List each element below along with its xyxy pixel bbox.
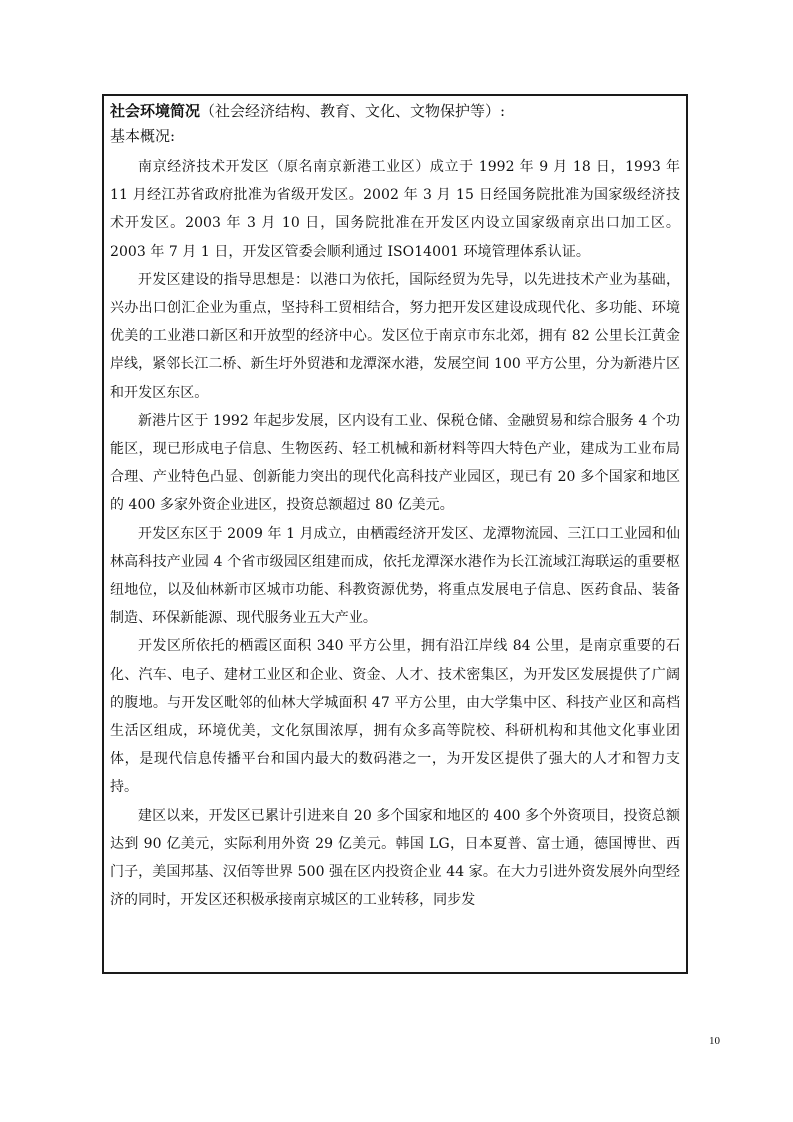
page-number: 10 [709,1035,720,1047]
paragraph-east-zone: 开发区东区于 2009 年 1 月成立，由栖霞经济开发区、龙潭物流园、三江口工业园和仙林高科技产业园 4 个省市级园区组建而成，依托龙潭深水港作为长江流域江海联运的重要枢纽地位，以及仙林新市区城市功能、科教资源优势，将重点发展电子信息、医药食品、装备制造、环保新能源、现代服务业五大产业。 [110,525,680,627]
content-frame [102,94,688,974]
paragraph-qixia-district: 开发区所依托的栖霞区面积 340 平方公里，拥有沿江岸线 84 公里，是南京重要的石化、汽车、电子、建材工业区和企业、资金、人才、技术密集区，为开发区发展提供了广阔的腹地。与开发区毗邻的仙林大学城面积 47 平方公里，由大学集中区、科技产业区和高档生活区组成，环境优美，文化氛围浓厚，拥有众多高等院校、科研机构和其他文化事业团体，是现代信息传播平台和国内最大的数码港之一，为开发区提供了强大的人才和智力支持。 [110,638,680,796]
overview-label: 基本概况: [110,127,176,145]
section-title: 社会环境简况 [110,102,201,120]
paragraph-xingang-zone: 新港片区于 1992 年起步发展，区内设有工业、保税仓储、金融贸易和综合服务 4 个功能区，现已形成电子信息、生物医药、轻工机械和新材料等四大特色产业，建成为工业布局合理、产业特色凸显、创新能力突出的现代化高科技产业园区，现已有 20 多个国家和地区的 400 多家外资企业进区，投资总额超过 80 亿美元。 [110,412,680,514]
section-subtitle: （社会经济结构、教育、文化、文物保护等）: [200,102,506,120]
paragraph-establishment: 南京经济技术开发区（原名南京新港工业区）成立于 1992 年 9 月 18 日，1993 年 11 月经江苏省政府批准为省级开发区。2002 年 3 月 15 日经国务院批准为国家级经济技术开发区。2003 年 3 月 10 日，国务院批准在开发区内设立国家级南京出口加工区。2003 年 7 月 1 日，开发区管委会顺利通过 ISO14001 环境管理体系认证。 [110,159,680,260]
paragraph-investment: 建区以来，开发区已累计引进来自 20 多个国家和地区的 400 多个外资项目，投资总额达到 90 亿美元，实际利用外资 29 亿美元。韩国 LG，日本夏普、富士通，德国博世、西门子，美国邦基、汉佰等世界 500 强在区内投资企业 44 家。在大力引进外资发展外向型经济的同时，开发区还积极承接南京城区的工业转移，同步发 [110,807,680,909]
section-heading [110,99,680,124]
paragraph-guiding-principle: 开发区建设的指导思想是：以港口为依托，国际经贸为先导，以先进技术产业为基础，兴办出口创汇企业为重点，坚持科工贸相结合，努力把开发区建设成现代化、多功能、环境优美的工业港口新区和开放型的经济中心。发区位于南京市东北郊，拥有 82 公里长江黄金岸线，紧邻长江二桥、新生圩外贸港和龙潭深水港，发展空间 100 平方公里，分为新港片区和开发区东区。 [110,271,680,401]
